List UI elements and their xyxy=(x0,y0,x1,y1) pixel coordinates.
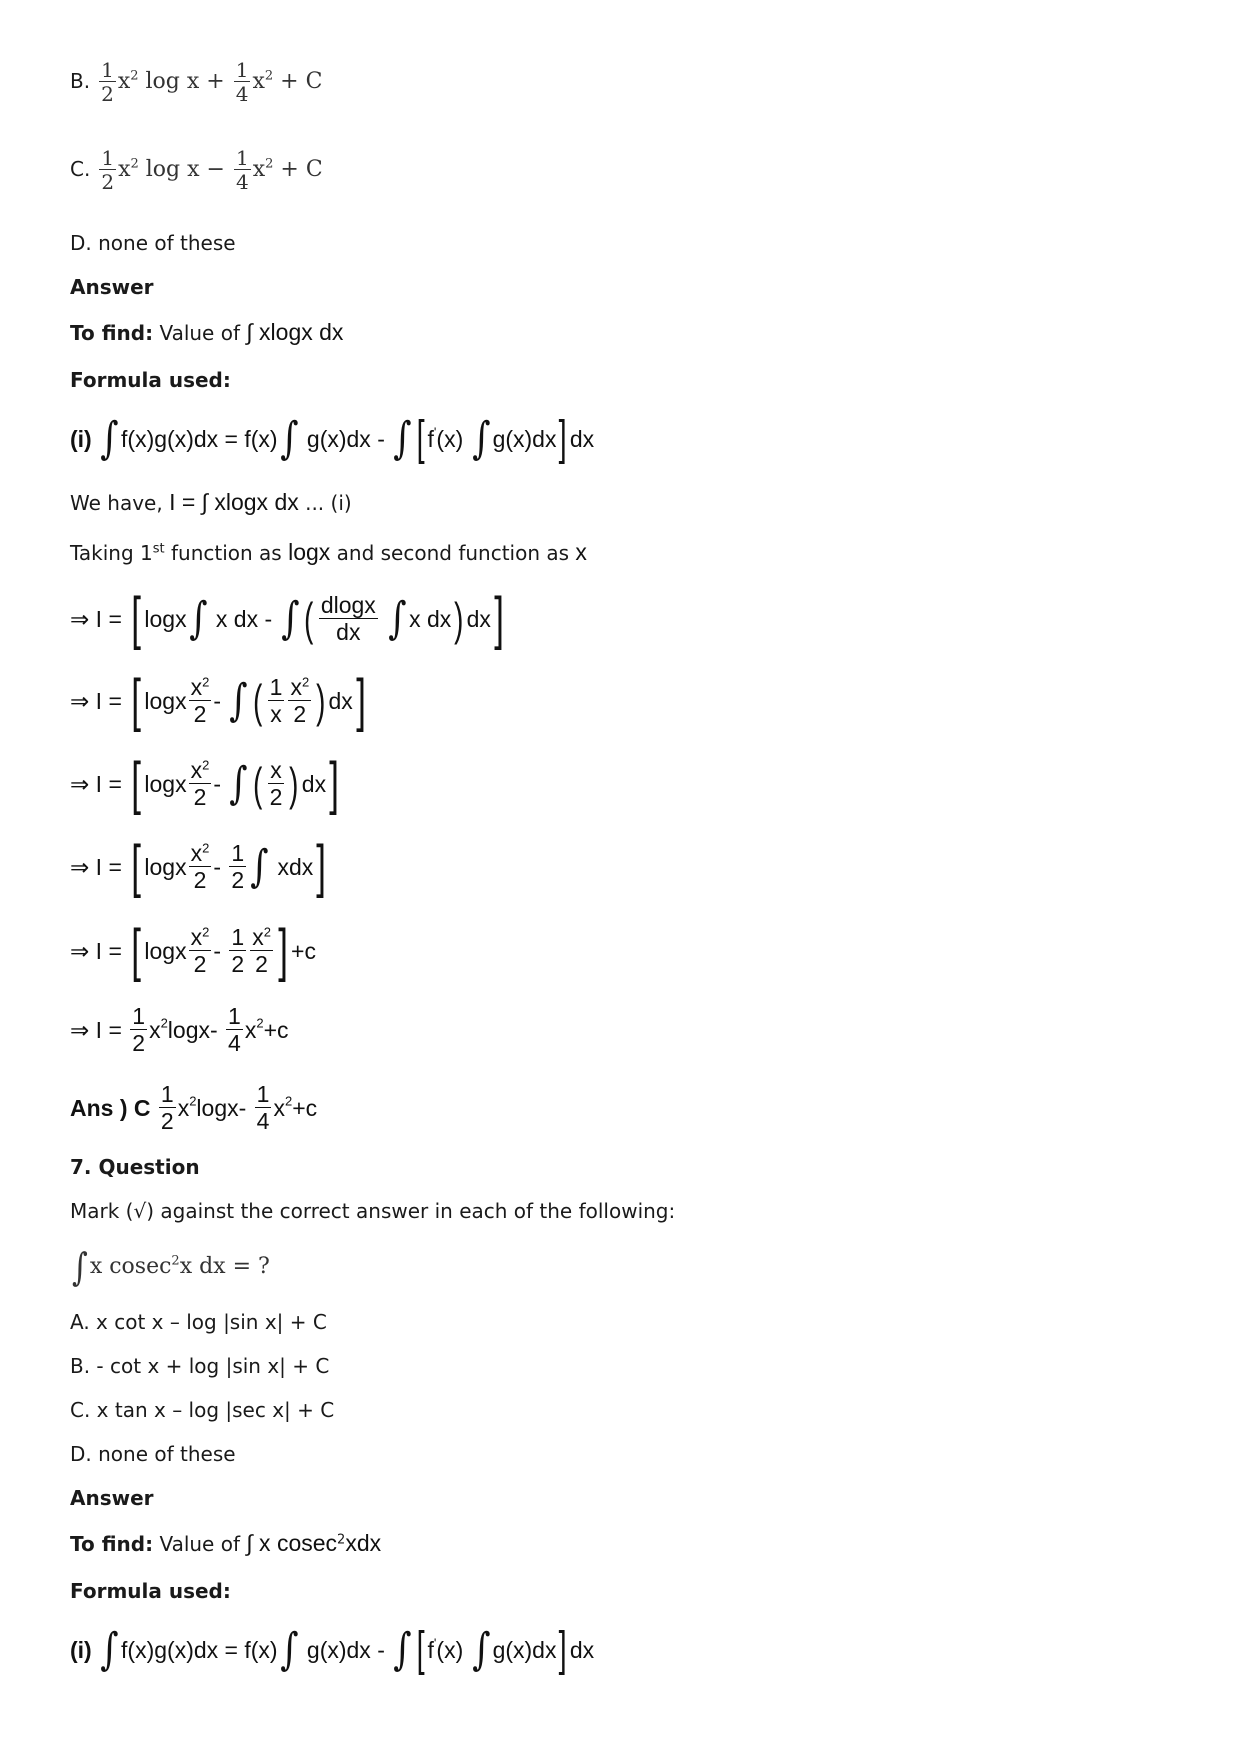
q6-option-b: B. $\frac{1}{2}$ $x^2$ log x + $\frac{1}{4}$ $x^2 + C$ xyxy=(70,58,323,106)
q7-answer-heading: Answer xyxy=(70,1486,154,1510)
q7-option-b: B. - cot x + log |sin x| + C xyxy=(70,1354,330,1378)
q7-option-d: D. none of these xyxy=(70,1442,236,1466)
q6-step-5: ⇒ I = [ logx $\frac{x^2}{2}$ - $\frac{1}{2}$ $\frac{x^2}{2}$ ] +c xyxy=(70,918,316,983)
q6-formula: (i) ∫f(x)g(x)dx = f(x)∫ g(x)dx - ∫ [ f'(x) ∫g(x)dx] dx xyxy=(70,412,595,465)
q6-option-c: C. $\frac{1}{2}$ $x^2$ log x − $\frac{1}{4}$ $x^2 + C$ xyxy=(70,146,323,194)
q6-step-6: ⇒ I = $\frac{1}{2}$ $x^2\log x-$ $\frac{1}{4}$ $x^2+c$ xyxy=(70,1003,289,1056)
q7-prompt: Mark (√) against the correct answer in each of the following: xyxy=(70,1199,676,1223)
q6-step-1: ⇒ I = [ logx∫ x dx - ∫ ( $\frac{dlogx}{dx}$ ∫x dx) dx] xyxy=(70,586,504,651)
q7-formula: (i) ∫f(x)g(x)dx = f(x)∫ g(x)dx - ∫ [ f'(x) ∫g(x)dx] dx xyxy=(70,1623,595,1676)
q7-integral: ∫x cosec$^2$x dx = ? xyxy=(71,1245,270,1289)
q7-option-c: C. x tan x – log |sec x| + C xyxy=(70,1398,335,1422)
q6-we-have: We have, I = ∫ xlogx dx ... (i) xyxy=(70,489,352,515)
q6-answer-heading: Answer xyxy=(70,275,154,299)
q7-heading: 7. Question xyxy=(70,1155,200,1179)
q6-to-find: To find: Value of ∫ xlogx dx xyxy=(70,319,344,345)
q7-formula-heading: Formula used: xyxy=(70,1579,231,1603)
q7-to-find: To find: Value of ∫ x cosec$^2$xdx xyxy=(70,1530,382,1556)
q7-option-a: A. x cot x – log |sin x| + C xyxy=(70,1310,327,1334)
q6-formula-heading: Formula used: xyxy=(70,368,231,392)
q6-step-2: ⇒ I = [ logx $\frac{x^2}{2}$ - ∫ ( $\frac{1}{x}$ $\frac{x^2}{2}$ ) dx] xyxy=(70,668,366,733)
q6-final-answer: Ans ) C $\frac{1}{2}$ $x^2\log x-$ $\frac{1}{4}$ $x^2+c$ xyxy=(70,1081,318,1134)
q6-option-d: D. none of these xyxy=(70,231,236,255)
q6-step-4: ⇒ I = [ logx $\frac{x^2}{2}$ - $\frac{1}{2}$ ∫ xdx] xyxy=(70,834,327,899)
q6-taking-functions: Taking 1st function as logx and second function as x xyxy=(70,539,587,565)
q6-step-3: ⇒ I = [ logx $\frac{x^2}{2}$ - ∫ ( $\frac{x}{2}$ ) dx] xyxy=(70,751,339,816)
